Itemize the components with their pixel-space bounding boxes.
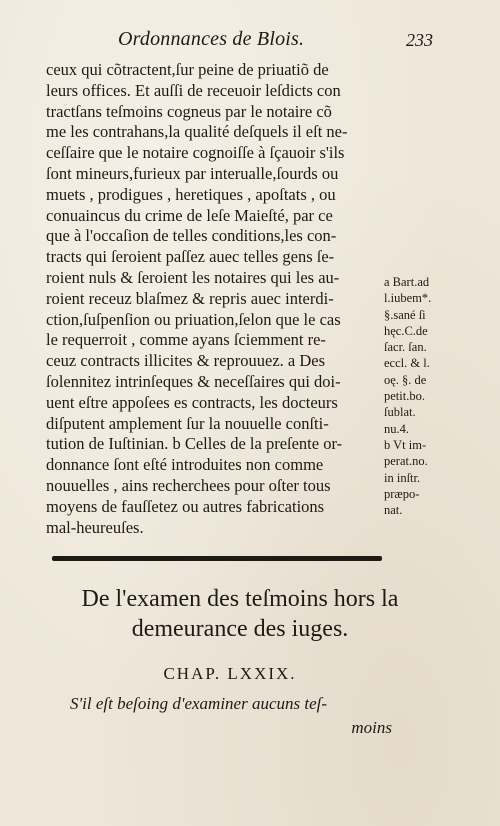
body-text: [46, 60, 382, 538]
margin-note-line: perat.no.: [384, 454, 428, 469]
page-number: 233: [406, 30, 433, 50]
text-line: ceuz contracts illicites & reprouuez. a Des: [46, 351, 326, 371]
margin-note-line: eccl. & l.: [384, 356, 430, 371]
text-line: ction,ſuſpenſion ou priuation,ſelon que le cas: [46, 309, 341, 329]
margin-note-line: ſacr. ſan.: [384, 340, 427, 355]
summary-line: moins: [351, 718, 392, 737]
section-title: [30, 584, 450, 644]
text-line: muets , prodigues , heretiques , apoſtats , ou: [46, 184, 336, 204]
margin-note-line: oę. §. de: [384, 372, 427, 387]
margin-note-line: in inſtr.: [384, 470, 421, 485]
margin-notes: [384, 274, 494, 518]
text-line: roient nuls & ſeroient les notaires qui les au-: [46, 267, 340, 287]
section-divider-rule: [52, 556, 382, 561]
text-line: le requerroit , comme ayans ſciemment re-: [46, 330, 326, 350]
text-line: ceux qui cõtractent,ſur peine de priuatiõ de: [46, 60, 329, 79]
margin-note-line: §.sané ſi: [384, 307, 426, 322]
margin-note-line: hęc.C.de: [384, 323, 428, 338]
margin-note-line: præpo-: [384, 486, 420, 501]
margin-note-line: nat.: [384, 503, 403, 518]
chapter-heading: CHAP. LXXIX.: [163, 664, 297, 683]
margin-note-line: l.iubem*.: [384, 291, 432, 306]
text-line: que à l'occaſion de telles conditions,les con-: [46, 226, 337, 246]
text-line: nouuelles , ains recherchees pour oſter tous: [46, 475, 331, 495]
margin-note-line: petit.bo.: [384, 389, 425, 404]
text-line: mal-heureuſes.: [46, 517, 144, 537]
text-line: roient receuz blaſmez & repris auec interdi-: [46, 288, 334, 308]
text-line: tution de Iuſtinian. b Celles de la preſente or-: [46, 434, 343, 454]
text-line: tracts qui ſeroient paſſez auec telles gens ſe-: [46, 247, 335, 267]
text-line: ceſſaire que le notaire cognoiſſe à ſçauoir s'ils: [46, 143, 345, 163]
text-line: ſont mineurs,furieux par interualle,ſourds ou: [46, 163, 339, 183]
text-line: me les contrahans,la qualité deſquels il eſt ne-: [46, 122, 348, 142]
margin-note-line: b Vt im-: [384, 437, 427, 452]
text-line: conuaincus du crime de leſe Maieſté, par ce: [46, 205, 333, 225]
text-line: uent eſtre appoſees es contracts, les docteurs: [46, 392, 338, 412]
chapter-summary: [70, 692, 400, 740]
text-line: diſputent amplement ſur la nouuelle conſti-: [46, 413, 329, 433]
section-title-line: De l'examen des teſmoins hors la: [81, 586, 399, 612]
summary-line: S'il eſt beſoing d'examiner aucuns teſ-: [70, 694, 328, 713]
section-title-line: demeurance des iuges.: [131, 616, 349, 642]
text-line: donnance ſont eſté introduites non comme: [46, 455, 324, 475]
margin-note-line: ſublat.: [384, 405, 416, 420]
text-line: leurs offices. Et auſſi de receuoir leſdicts con: [46, 80, 341, 100]
text-line: ſolennitez intrinſeques & neceſſaires qui doi-: [46, 371, 341, 391]
margin-note-line: a Bart.ad: [384, 275, 430, 289]
text-line: tractſans teſmoins cogneus par le notaire cõ: [46, 101, 332, 121]
text-line: moyens de fauſſetez ou autres fabrications: [46, 496, 325, 516]
margin-note-line: nu.4.: [384, 421, 409, 436]
running-head: Ordonnances de Blois.: [118, 28, 305, 50]
